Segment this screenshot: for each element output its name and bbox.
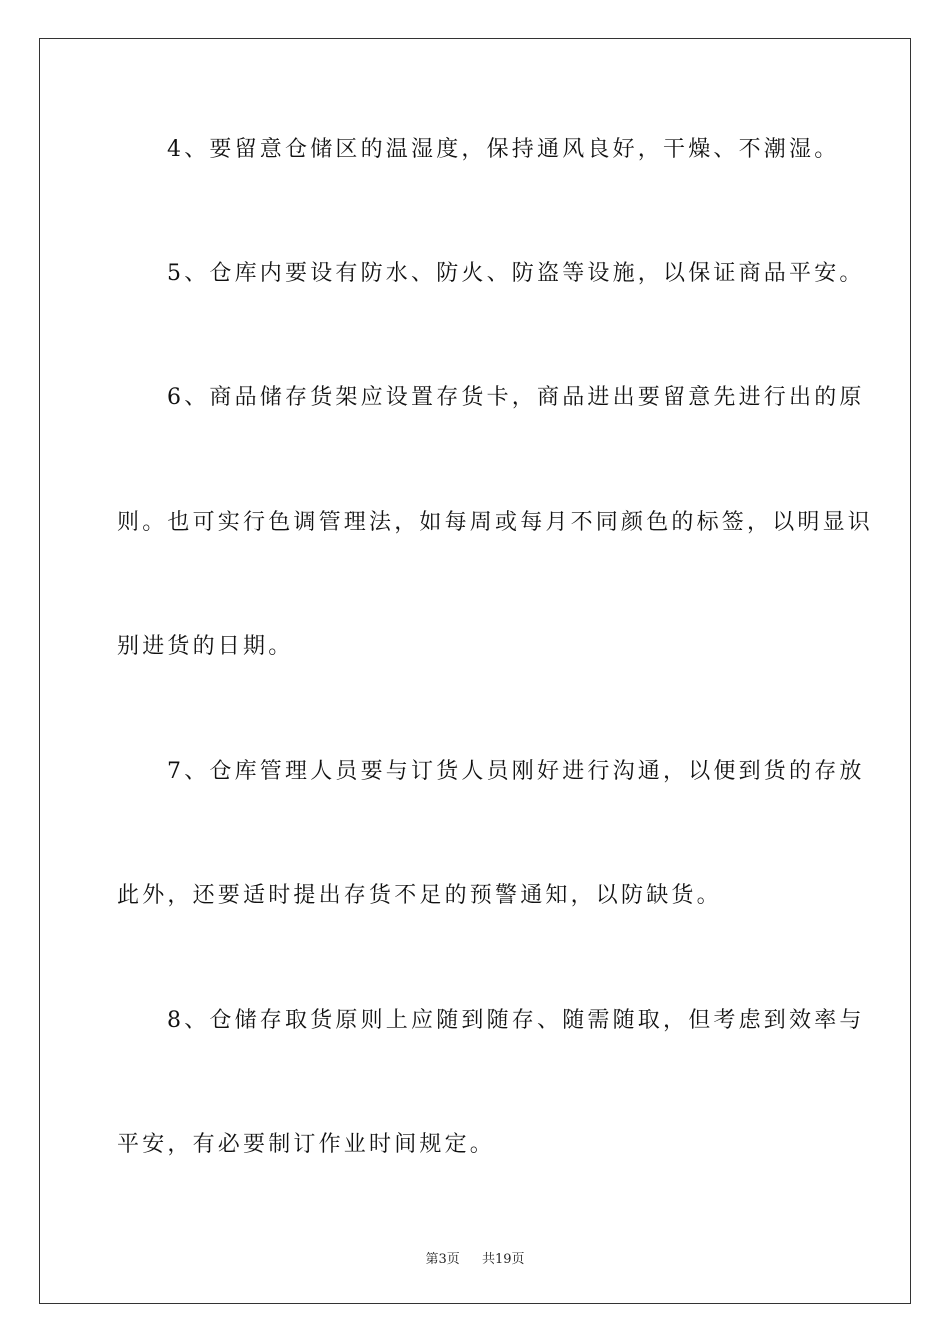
paragraph-line-item-7: 7、仓库管理人员要与订货人员刚好进行沟通，以便到货的存放 bbox=[167, 759, 865, 784]
paragraph-line-item-5: 5、仓库内要设有防水、防火、防盗等设施，以保证商品平安。 bbox=[167, 261, 865, 286]
paragraph-line-item-4: 4、要留意仓储区的温湿度，保持通风良好，干燥、不潮湿。 bbox=[167, 137, 840, 162]
paragraph-line-item-6: 6、商品储存货架应设置存货卡，商品进出要留意先进行出的原 bbox=[167, 385, 865, 410]
paragraph-line-item-8-cont: 平安，有必要制订作业时间规定。 bbox=[117, 1132, 496, 1157]
page-footer bbox=[0, 1248, 950, 1267]
current-page-label: 第3页 bbox=[425, 1252, 460, 1267]
paragraph-line-item-6-cont-2: 别进货的日期。 bbox=[117, 634, 294, 659]
page-frame bbox=[39, 38, 911, 1304]
paragraph-line-item-8: 8、仓储存取货原则上应随到随存、随需随取，但考虑到效率与 bbox=[167, 1008, 865, 1033]
paragraph-line-item-6-cont-1: 则。也可实行色调管理法，如每周或每月不同颜色的标签，以明显识 bbox=[117, 510, 874, 535]
paragraph-line-item-7-cont: 此外，还要适时提出存货不足的预警通知，以防缺货。 bbox=[117, 883, 722, 908]
total-pages-label: 共19页 bbox=[482, 1252, 525, 1267]
